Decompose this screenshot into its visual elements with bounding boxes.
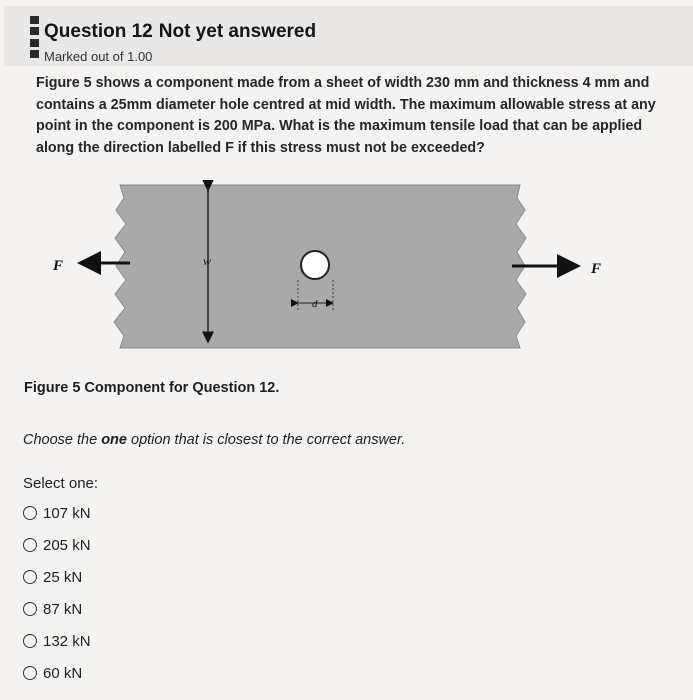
- instruction-emphasis: one: [101, 432, 127, 448]
- question-number: Question 12: [44, 21, 153, 42]
- component-figure: [40, 180, 640, 355]
- answer-options: [23, 497, 91, 689]
- component-diagram: [40, 180, 640, 355]
- right-force-label: F: [591, 261, 602, 277]
- instruction-prefix: Choose the: [23, 432, 102, 448]
- figure-caption: Figure 5 Component for Question 12.: [24, 380, 280, 396]
- radio-button[interactable]: [23, 570, 37, 584]
- instruction-suffix: option that is closest to the correct answer.: [126, 432, 406, 448]
- radio-button[interactable]: [23, 602, 37, 616]
- answer-option-label[interactable]: 60 kN: [43, 664, 83, 682]
- answer-option[interactable]: [23, 497, 91, 529]
- select-one-label: Select one:: [23, 475, 99, 492]
- radio-button[interactable]: [23, 666, 37, 680]
- radio-button[interactable]: [23, 538, 37, 552]
- flag-icon[interactable]: [30, 16, 39, 58]
- answer-option-label[interactable]: 132 kN: [43, 632, 91, 650]
- instruction-text: [23, 432, 405, 448]
- answer-option[interactable]: [23, 625, 91, 657]
- question-text: Figure 5 shows a component made from a sheet of width 230 mm and thickness 4 mm and contains a 25mm diameter hole centred at mid width. The maximum allowable stress at any point in the component is 200 MPa. What is the maximum tensile load that can be applied along the direction labelled F if this stress must not be exceeded?: [36, 75, 656, 156]
- question-heading: [44, 21, 316, 43]
- answer-option-label[interactable]: 107 kN: [43, 504, 91, 522]
- answer-option[interactable]: [23, 561, 91, 593]
- question-info-panel: [4, 6, 693, 66]
- radio-button[interactable]: [23, 634, 37, 648]
- answer-option[interactable]: [23, 593, 91, 625]
- hole-circle: [301, 251, 329, 279]
- diameter-label: d: [312, 298, 318, 310]
- left-force-label: F: [53, 258, 64, 274]
- answer-option-label[interactable]: 25 kN: [43, 568, 83, 586]
- width-label: w: [203, 254, 212, 268]
- answer-option-label[interactable]: 205 kN: [43, 536, 91, 554]
- answer-option-label[interactable]: 87 kN: [43, 600, 83, 618]
- answer-option[interactable]: [23, 657, 91, 689]
- answer-option[interactable]: [23, 529, 91, 561]
- question-marks: Marked out of 1.00: [44, 49, 153, 64]
- radio-button[interactable]: [23, 506, 37, 520]
- question-state: Not yet answered: [158, 21, 317, 42]
